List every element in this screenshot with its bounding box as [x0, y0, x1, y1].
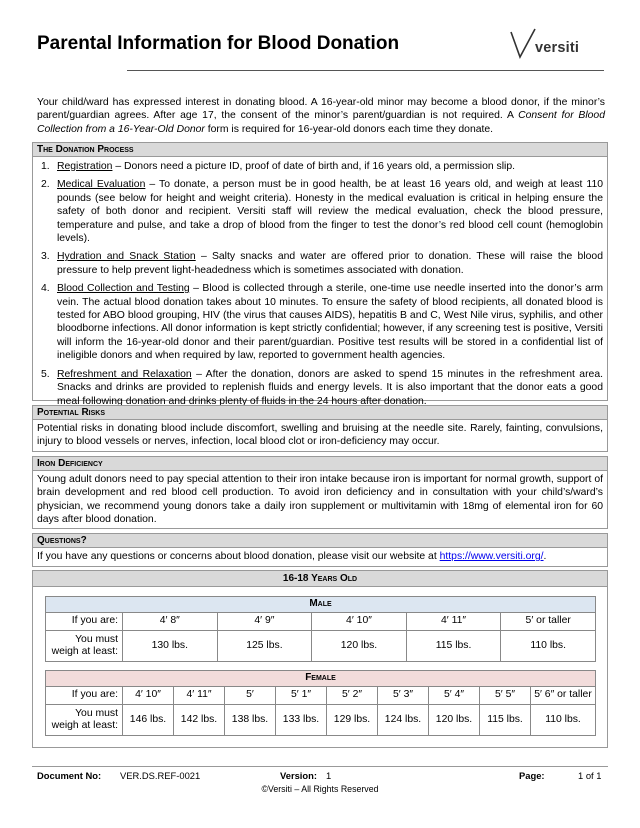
table-cell: 120 lbs.	[429, 705, 480, 736]
intro-paragraph	[37, 96, 605, 136]
section-heading: Potential Risks	[33, 406, 607, 420]
step-title: Refreshment and Relaxation	[57, 368, 192, 380]
table-cell: 5′ 6″ or taller	[531, 687, 596, 705]
step-title: Blood Collection and Testing	[57, 283, 190, 295]
footer-divider	[32, 766, 608, 767]
header-divider	[127, 70, 604, 71]
table-cell: 5′ or taller	[501, 613, 596, 631]
table-cell: 5′ 3″	[378, 687, 429, 705]
list-item: 1. Registration – Donors need a picture ID, proof of date of birth and, if 16 years old, a permission slip.	[41, 161, 516, 172]
table-cell: 110 lbs.	[501, 631, 596, 662]
website-link[interactable]: https://www.versiti.org/	[439, 551, 544, 562]
document-number: VER.DS.REF-0021	[120, 770, 201, 781]
weight-label: You must weigh at least:	[46, 631, 123, 662]
male-weight-table	[45, 596, 596, 662]
table-row	[46, 687, 596, 705]
questions-section	[32, 533, 608, 567]
logo-text: versiti	[535, 40, 580, 56]
list-item: 5. Refreshment and Relaxation – After the donation, donors are asked to spend 15 minutes in the refreshment area. Snacks and drinks are provided to replenish fluids and energy levels. It is also important that the donor eats a good meal following donation and drinks plenty of fluids in the 24 hours after donation.	[41, 368, 603, 407]
potential-risks-section	[32, 405, 608, 452]
version-label: Version:	[280, 770, 317, 781]
list-item: 3. Hydration and Snack Station – Salty snacks and water are offered prior to donation. These will raise the blood pressure to help prevent light-headedness which is sometimes associated with donation.	[41, 251, 603, 276]
versiti-logo	[508, 26, 604, 60]
table-cell: 4′ 8″	[123, 613, 218, 631]
list-item: 2. Medical Evaluation – To donate, a person must be in good health, be at least 16 years old, and weigh at least 110 pounds (see below for height and weight criteria). Honesty in the medical evaluation is critical in helping ensure the safety of both donor and recipient. Versiti staff will review the medical evaluation, check the blood pressure, temperature and pulse, and take a drop of blood from the finger to test the donor’s red blood cell count (hemoglobin levels).	[41, 179, 603, 245]
table-cell: 133 lbs.	[276, 705, 327, 736]
table-cell: 115 lbs.	[480, 705, 531, 736]
table-cell: 146 lbs.	[123, 705, 174, 736]
table-cell: 110 lbs.	[531, 705, 596, 736]
table-row	[46, 631, 596, 662]
section-heading: The Donation Process	[33, 143, 607, 157]
page-number: 1 of 1	[578, 770, 602, 781]
copyright: ©Versiti – All Rights Reserved	[261, 784, 379, 794]
donation-process-section	[32, 142, 608, 407]
table-cell: 5′ 4″	[429, 687, 480, 705]
page-label: Page:	[519, 770, 545, 781]
iron-text: Young adult donors need to pay special attention to their iron intake because iron is important for normal growth, support of brain development and red blood cell production. To avoid iron deficiency and in consultation with your child’s/ward’s physician, we recommend young donors take a daily iron supplement or multivitamin with 18mg of elemental iron for 60 days after blood donation.	[37, 474, 603, 526]
table-cell: 4′ 10″	[312, 613, 407, 631]
table-cell: 115 lbs.	[406, 631, 501, 662]
table-cell: 4′ 11″	[174, 687, 225, 705]
section-heading: Questions?	[33, 534, 607, 548]
intro-tail: form is required for 16-year-old donors each time they donate.	[204, 123, 494, 135]
list-item: 4. Blood Collection and Testing – Blood is collected through a sterile, one-time use needle inserted into the donor’s arm vein. The actual blood donation takes about 10 minutes. To ensure the safety of blood recipients, all donated blood is tested for ABO blood grouping, HIV (the virus that causes AIDS), hepatitis B and C, West Nile virus, syphilis, and other bloodborne infections. All donor information is kept strictly confidential; however, if any screening test is positive, Versiti will inform the 16-year-old donor and their parent/guardian. Positive test results will be stored in a confidential list of ineligible donors and when required by law, reported to government health agencies.	[41, 283, 604, 362]
table-cell: 4′ 9″	[217, 613, 312, 631]
table-cell: 129 lbs.	[327, 705, 378, 736]
table-cell: 138 lbs.	[225, 705, 276, 736]
risks-text: Potential risks in donating blood include discomfort, swelling and bruising at the needle site. Rarely, fainting, convulsions, injury to blood vessels or nerves, infection, local blood clot or iron-deficiency may occur.	[37, 423, 603, 448]
table-cell: 5′ 5″	[480, 687, 531, 705]
intro-text: Your child/ward has expressed interest in donating blood. A 16-year-old minor may become a blood donor, if the minor’s parent/guardian agrees. After age 17, the consent of the minor’s parent/guardian is not required. A	[37, 97, 605, 122]
height-weight-criteria	[32, 570, 608, 748]
height-label: If you are:	[46, 687, 123, 705]
page-title: Parental Information for Blood Donation	[37, 33, 400, 54]
table-cell: 125 lbs.	[217, 631, 312, 662]
age-range-heading: 16-18 Years Old	[33, 571, 607, 587]
step-title: Registration	[57, 161, 113, 172]
height-label: If you are:	[46, 613, 123, 631]
table-cell: 142 lbs.	[174, 705, 225, 736]
iron-deficiency-section	[32, 456, 608, 529]
donation-steps-list	[33, 157, 607, 410]
table-cell: 5′ 1″	[276, 687, 327, 705]
step-title: Hydration and Snack Station	[57, 251, 196, 263]
consent-form-name: Consent for Blood Collection from a 16-Year-Old Donor	[37, 110, 605, 135]
table-cell: 5′ 2″	[327, 687, 378, 705]
male-label: Male	[46, 597, 596, 613]
female-label: Female	[46, 671, 596, 687]
female-weight-table	[45, 670, 596, 736]
table-cell: 5′	[225, 687, 276, 705]
table-cell: 124 lbs.	[378, 705, 429, 736]
weight-label: You must weigh at least:	[46, 705, 123, 736]
table-cell: 130 lbs.	[123, 631, 218, 662]
version-number: 1	[326, 770, 332, 781]
checkmark-logo-icon	[508, 26, 538, 60]
step-title: Medical Evaluation	[57, 179, 146, 191]
table-row	[46, 613, 596, 631]
table-cell: 120 lbs.	[312, 631, 407, 662]
table-cell: 4′ 11″	[406, 613, 501, 631]
section-heading: Iron Deficiency	[33, 457, 607, 471]
table-row	[46, 705, 596, 736]
document-number-label: Document No:	[37, 770, 102, 781]
table-cell: 4′ 10″	[123, 687, 174, 705]
questions-text: If you have any questions or concerns about blood donation, please visit our website at https://www.versiti.org/.	[37, 551, 547, 562]
